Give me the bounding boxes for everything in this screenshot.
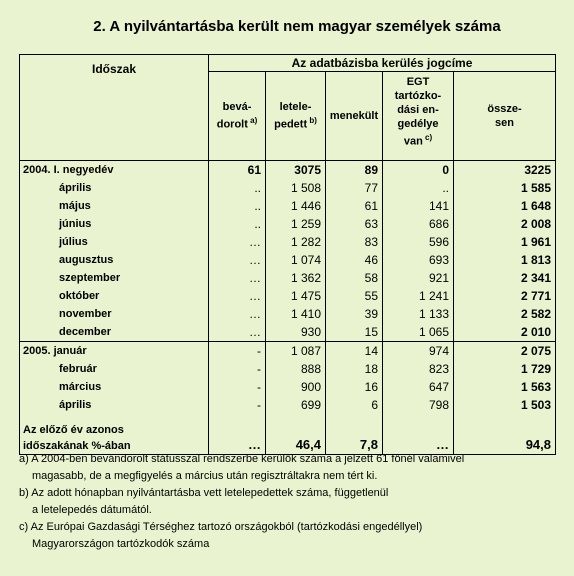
table-cell: - [209, 342, 266, 361]
table-cell: 15 [326, 323, 383, 342]
table-cell: - [209, 360, 266, 378]
footnote-line: a) A 2004-ben bevándorolt státusszal rendszerbe kerülők száma a jelzett 61 főnél valamivel [19, 453, 465, 465]
table-cell: 2 008 [454, 215, 556, 233]
table-cell: 1 087 [266, 342, 326, 361]
table-cell: 1 410 [266, 305, 326, 323]
table-cell: 3225 [454, 161, 556, 180]
table-cell: 596 [383, 233, 454, 251]
header-col-2 [326, 72, 383, 161]
table-cell: … [209, 305, 266, 323]
table-cell: 1 508 [266, 179, 326, 197]
table-row [20, 305, 556, 323]
table-cell: 686 [383, 215, 454, 233]
footnote-line: magasabb, de a megfigyelés a március után regisztráltakra nem tért ki. [32, 470, 378, 482]
table-cell: 14 [326, 342, 383, 361]
table-cell: .. [383, 179, 454, 197]
table-cell: 3075 [266, 161, 326, 180]
table-cell: 888 [266, 360, 326, 378]
summary-label: Az előző év azonos időszakának %-ában [20, 414, 209, 455]
summary-cell: 94,8 [454, 414, 556, 455]
row-label: 2005. január [20, 342, 209, 361]
table-cell: 1 648 [454, 197, 556, 215]
header-period: Időszak [20, 55, 209, 161]
table-cell: 46 [326, 251, 383, 269]
table-cell: … [209, 233, 266, 251]
summary-cell: 7,8 [326, 414, 383, 455]
footnote-marker: c) [422, 133, 433, 142]
row-label: április [20, 396, 209, 414]
summary-cell: 46,4 [266, 414, 326, 455]
footnote [19, 485, 555, 519]
row-label: április [20, 179, 209, 197]
header-col-4 [454, 72, 556, 161]
footnotes [19, 451, 555, 553]
table-cell: 1 241 [383, 287, 454, 305]
header-col-0 [209, 72, 266, 161]
table-cell: 2 010 [454, 323, 556, 342]
table-cell: 18 [326, 360, 383, 378]
table-cell: 1 475 [266, 287, 326, 305]
table-row [20, 269, 556, 287]
page-title: 2. A nyilvántartásba került nem magyar személyek száma [93, 18, 501, 35]
table-row [20, 161, 556, 180]
table-row [20, 287, 556, 305]
summary-cell: … [383, 414, 454, 455]
footnote-marker: a) [247, 116, 258, 126]
row-label: október [20, 287, 209, 305]
footnote [19, 519, 555, 553]
data-table [19, 54, 556, 455]
table-cell: 58 [326, 269, 383, 287]
table-cell: 974 [383, 342, 454, 361]
table-cell: - [209, 396, 266, 414]
table-cell: .. [209, 179, 266, 197]
table-cell: 1 065 [383, 323, 454, 342]
header-col-text: menekült [329, 110, 379, 122]
table-cell: 0 [383, 161, 454, 180]
table-row [20, 396, 556, 414]
summary-cell: … [209, 414, 266, 455]
table-cell: .. [209, 197, 266, 215]
table-cell: 6 [326, 396, 383, 414]
table-cell: 61 [326, 197, 383, 215]
header-col-text: EGT [406, 76, 430, 88]
header-col-3 [383, 72, 454, 161]
row-label: július [20, 233, 209, 251]
table-row [20, 342, 556, 361]
footnote-marker: b) [307, 116, 317, 126]
table-row [20, 215, 556, 233]
table-cell: … [209, 323, 266, 342]
footnote-line: b) Az adott hónapban nyilvántartásba vett letelepedettek száma, függetlenül [19, 487, 389, 499]
table-cell: … [209, 287, 266, 305]
table-cell: 798 [383, 396, 454, 414]
header-col-text: bevá- [222, 101, 252, 114]
row-label: május [20, 197, 209, 215]
row-label: 2004. I. negyedév [20, 161, 209, 180]
table-row [20, 378, 556, 396]
table-cell: 1 259 [266, 215, 326, 233]
header-col-text: van [403, 135, 423, 148]
table-cell: 647 [383, 378, 454, 396]
footnote-line: a letelepedés dátumától. [32, 504, 152, 516]
table-cell: 823 [383, 360, 454, 378]
table-cell: 2 771 [454, 287, 556, 305]
table-cell: 1 362 [266, 269, 326, 287]
table-cell: - [209, 378, 266, 396]
table-cell: 83 [326, 233, 383, 251]
row-label: június [20, 215, 209, 233]
header-group: Az adatbázisba kerülés jogcíme [209, 55, 556, 72]
table-cell: 16 [326, 378, 383, 396]
table-cell: 1 282 [266, 233, 326, 251]
table-cell: 61 [209, 161, 266, 180]
table-cell: 2 075 [454, 342, 556, 361]
table-cell: 63 [326, 215, 383, 233]
row-label: november [20, 305, 209, 323]
table-cell: 89 [326, 161, 383, 180]
header-col-text: össze- [487, 103, 522, 115]
table-cell: 900 [266, 378, 326, 396]
table-cell: 1 446 [266, 197, 326, 215]
header-col-text: dorolt [216, 118, 248, 131]
header-col-text: pedett [274, 118, 308, 131]
table-row [20, 197, 556, 215]
table-cell: 141 [383, 197, 454, 215]
table-cell: 1 133 [383, 305, 454, 323]
row-label: szeptember [20, 269, 209, 287]
table-row [20, 233, 556, 251]
footnote-line: c) Az Európai Gazdasági Térséghez tartozó országokból (tartózkodási engedéllyel) [19, 521, 423, 533]
table-cell: … [209, 269, 266, 287]
header-col-text: gedélye [397, 118, 439, 130]
table-row [20, 323, 556, 342]
table-cell: 1 961 [454, 233, 556, 251]
row-label: március [20, 378, 209, 396]
row-label: február [20, 360, 209, 378]
table-row [20, 360, 556, 378]
table-cell: 921 [383, 269, 454, 287]
table-cell: 930 [266, 323, 326, 342]
summary-row [20, 414, 556, 455]
table-cell: 55 [326, 287, 383, 305]
header-col-1 [266, 72, 326, 161]
table-cell: 693 [383, 251, 454, 269]
table-cell: 1 729 [454, 360, 556, 378]
table-cell: 77 [326, 179, 383, 197]
header-col-text: tartózko- [394, 90, 442, 102]
table-cell: 1 503 [454, 396, 556, 414]
row-label: december [20, 323, 209, 342]
row-label: augusztus [20, 251, 209, 269]
header-col-text: letele- [279, 101, 312, 114]
table-cell: 39 [326, 305, 383, 323]
table-row [20, 179, 556, 197]
table-cell: 1 585 [454, 179, 556, 197]
header-col-text: sen [495, 117, 514, 129]
table-cell: 2 582 [454, 305, 556, 323]
table-cell: 699 [266, 396, 326, 414]
table-cell: 1 813 [454, 251, 556, 269]
table-cell: … [209, 251, 266, 269]
table-cell: 2 341 [454, 269, 556, 287]
footnote [19, 451, 555, 485]
footnote-line: Magyarországon tartózkodók száma [32, 538, 210, 550]
table-cell: .. [209, 215, 266, 233]
table-row [20, 251, 556, 269]
table-cell: 1 074 [266, 251, 326, 269]
table-cell: 1 563 [454, 378, 556, 396]
header-col-text: dási en- [397, 104, 439, 116]
